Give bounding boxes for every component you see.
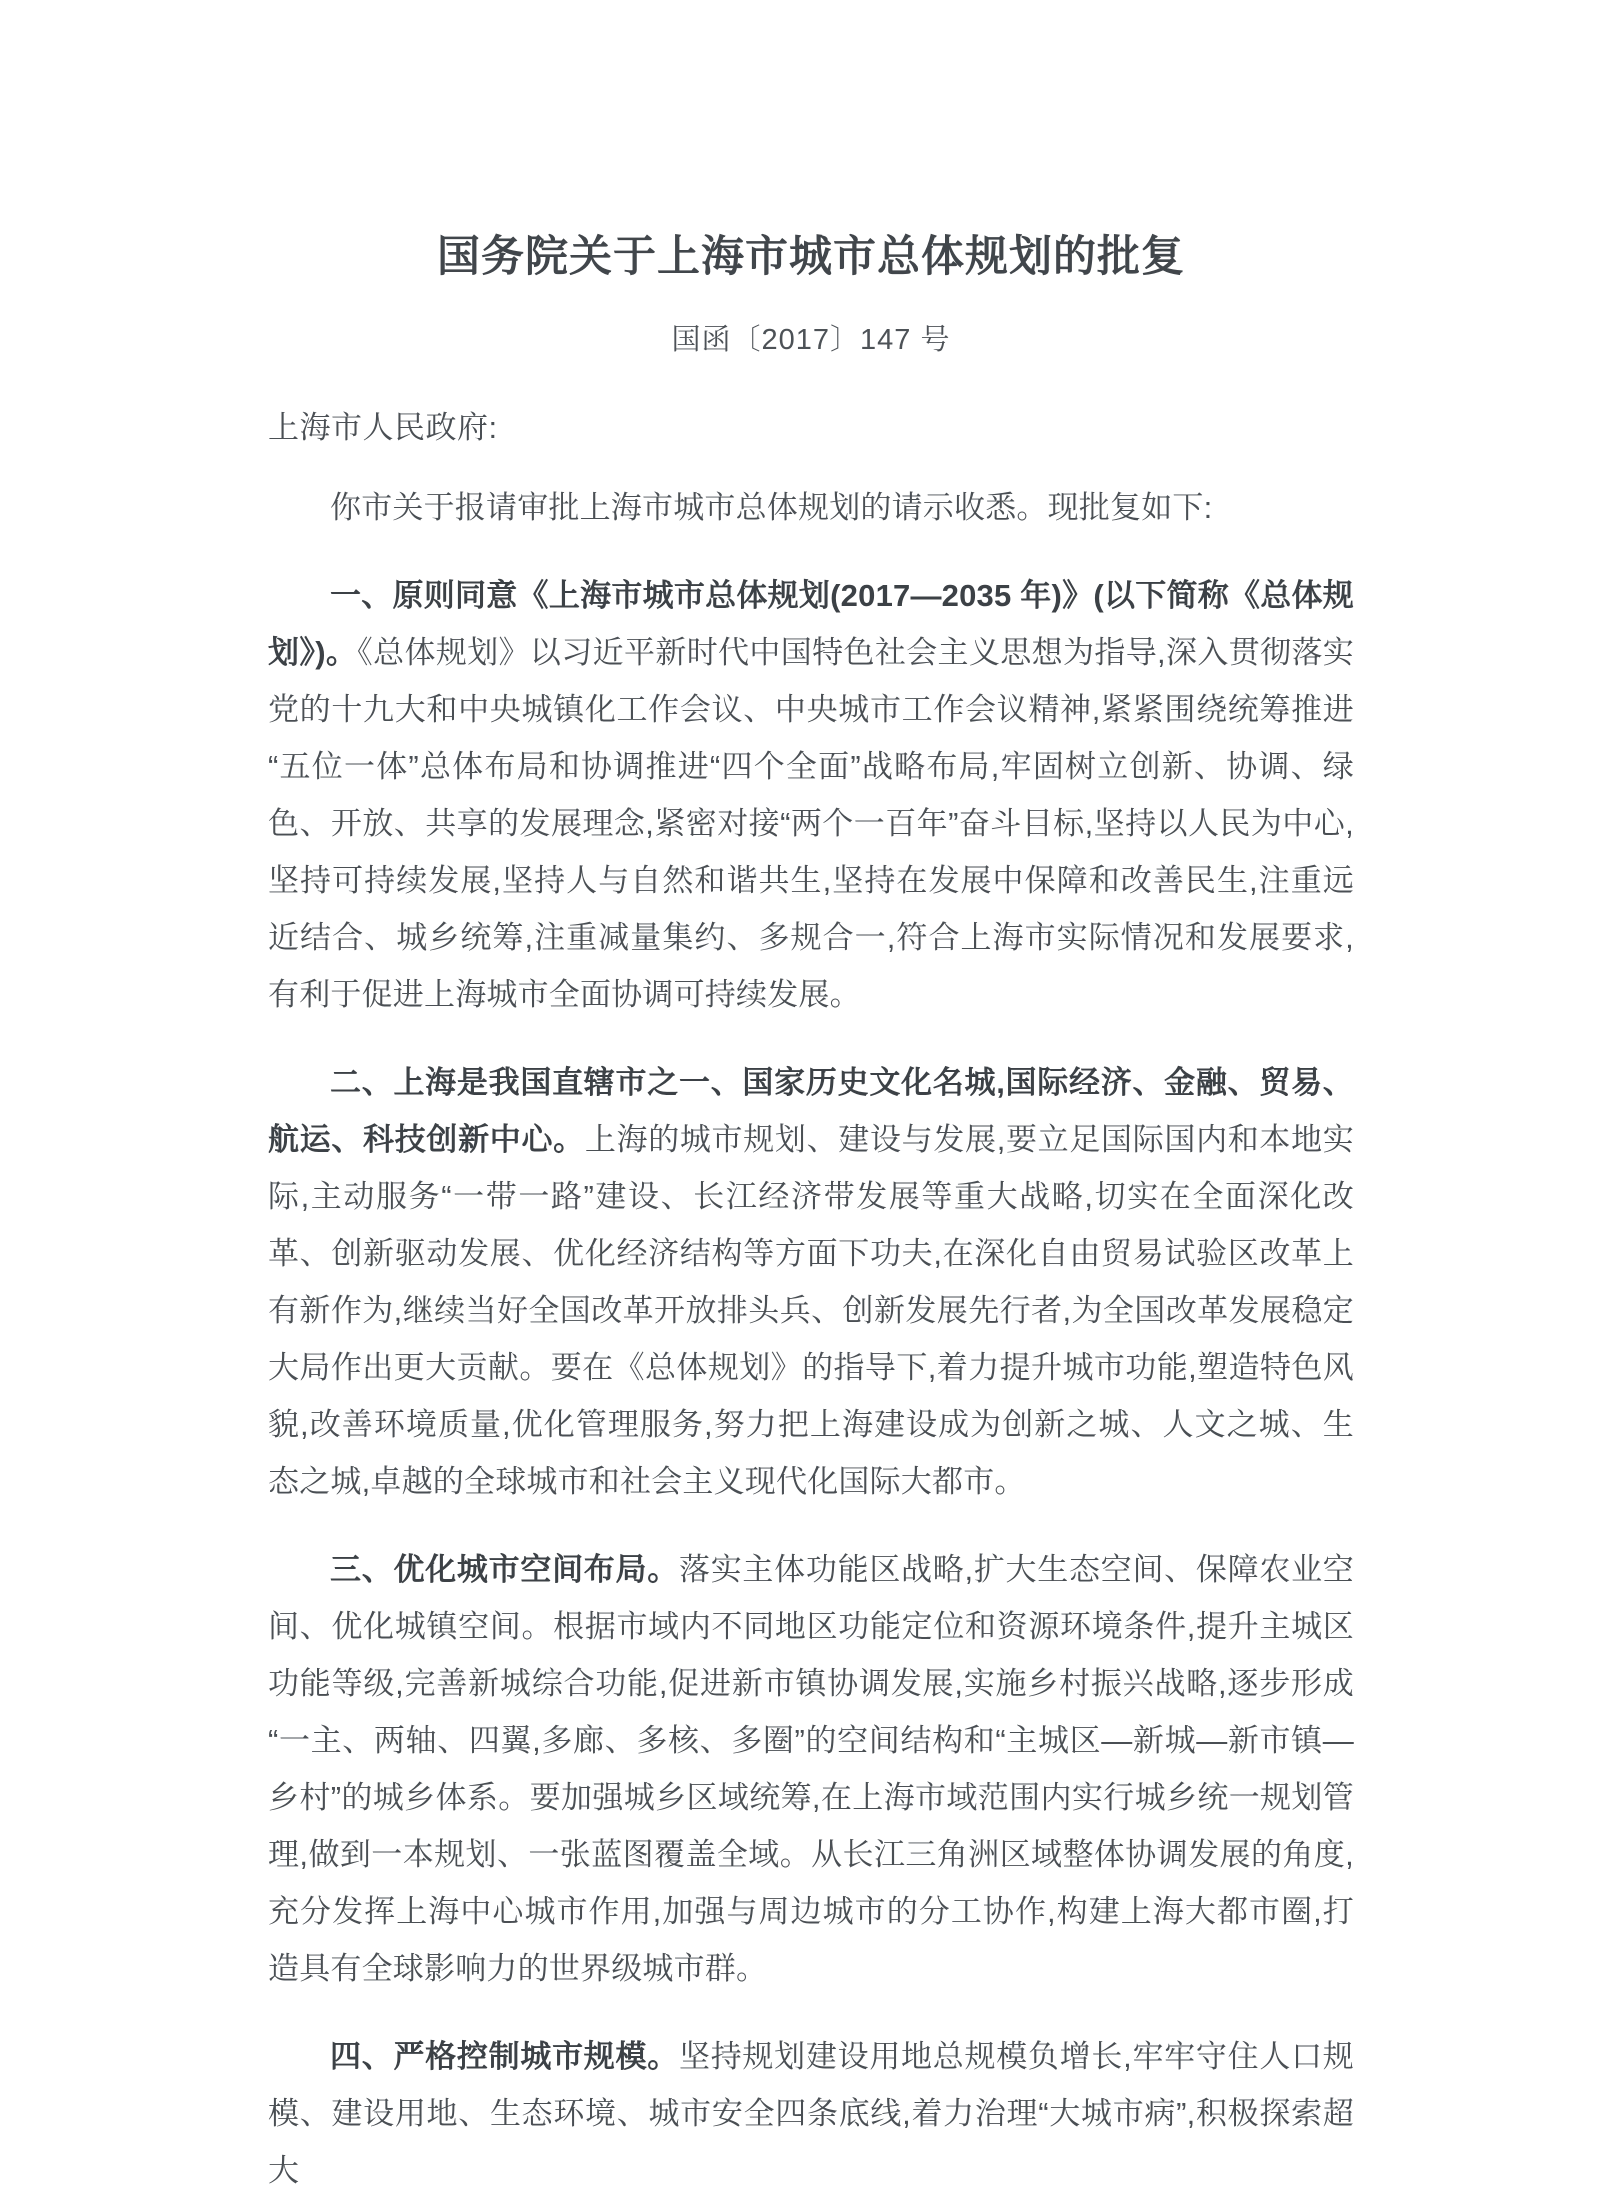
section-4-lead: 四、严格控制城市规模。 — [330, 2039, 679, 2075]
section-3-body: 落实主体功能区战略,扩大生态空间、保障农业空间、优化城镇空间。根据市域内不同地区功能定位和资源环境条件,提升主城区功能等级,完善新城综合功能,促进新市镇协调发展,实施乡村振兴战略,逐步形成“一主、两轴、四翼,多廊、多核、多圈”的空间结构和“主城区—新城—新市镇—乡村”的城乡体系。要加强城乡区域统筹,在上海市域范围内实行城乡统一规划管理,做到一本规划、一张蓝图覆盖全域。从长江三角洲区域整体协调发展的角度,充分发挥上海中心城市作用,加强与周边城市的分工协作,构建上海大都市圈,打造具有全球影响力的世界级城市群。 — [268, 1552, 1354, 1987]
section-4-body: 坚持规划建设用地总规模负增长,牢牢守住人口规模、建设用地、生态环境、城市安全四条底线,着力治理“大城市病”,积极探索超大 — [268, 2039, 1354, 2189]
section-2-lead: 二、上海是我国直辖市之一、国家历史文化名城,国际经济、金融、贸易、航运、科技创新中心。 — [268, 1065, 1354, 1158]
section-2-body: 上海的城市规划、建设与发展,要立足国际国内和本地实际,主动服务“一带一路”建设、长江经济带发展等重大战略,切实在全面深化改革、创新驱动发展、优化经济结构等方面下功夫,在深化自由贸易试验区改革上有新作为,继续当好全国改革开放排头兵、创新发展先行者,为全国改革发展稳定大局作出更大贡献。要在《总体规划》的指导下,着力提升城市功能,塑造特色风貌,改善环境质量,优化管理服务,努力把上海建设成为创新之城、人文之城、生态之城,卓越的全球城市和社会主义现代化国际大都市。 — [268, 1122, 1354, 1500]
addressee-line: 上海市人民政府: — [268, 409, 498, 445]
section-paragraph-1 — [268, 567, 1354, 1023]
section-paragraph-3 — [268, 1541, 1354, 1997]
preamble-paragraph: 你市关于报请审批上海市城市总体规划的请示收悉。现批复如下: — [330, 490, 1213, 526]
section-1-lead: 一、原则同意《上海市城市总体规划(2017—2035 年)》(以下简称《总体规划》)。 — [268, 578, 1354, 671]
section-1-body: 《总体规划》以习近平新时代中国特色社会主义思想为指导,深入贯彻落实党的十九大和中央城镇化工作会议、中央城市工作会议精神,紧紧围绕统筹推进“五位一体”总体布局和协调推进“四个全面”战略布局,牢固树立创新、协调、绿色、开放、共享的发展理念,紧密对接“两个一百年”奋斗目标,坚持以人民为中心,坚持可持续发展,坚持人与自然和谐共生,坚持在发展中保障和改善民生,注重远近结合、城乡统筹,注重减量集约、多规合一,符合上海市实际情况和发展要求,有利于促进上海城市全面协调可持续发展。 — [268, 635, 1355, 1013]
section-paragraph-2 — [268, 1054, 1354, 1510]
document-content — [268, 0, 1354, 2205]
document-number: 国函〔2017〕147 号 — [671, 324, 951, 357]
page-title: 国务院关于上海市城市总体规划的批复 — [437, 233, 1185, 281]
section-3-lead: 三、优化城市空间布局。 — [330, 1552, 679, 1588]
section-paragraph-4 — [268, 2028, 1354, 2199]
